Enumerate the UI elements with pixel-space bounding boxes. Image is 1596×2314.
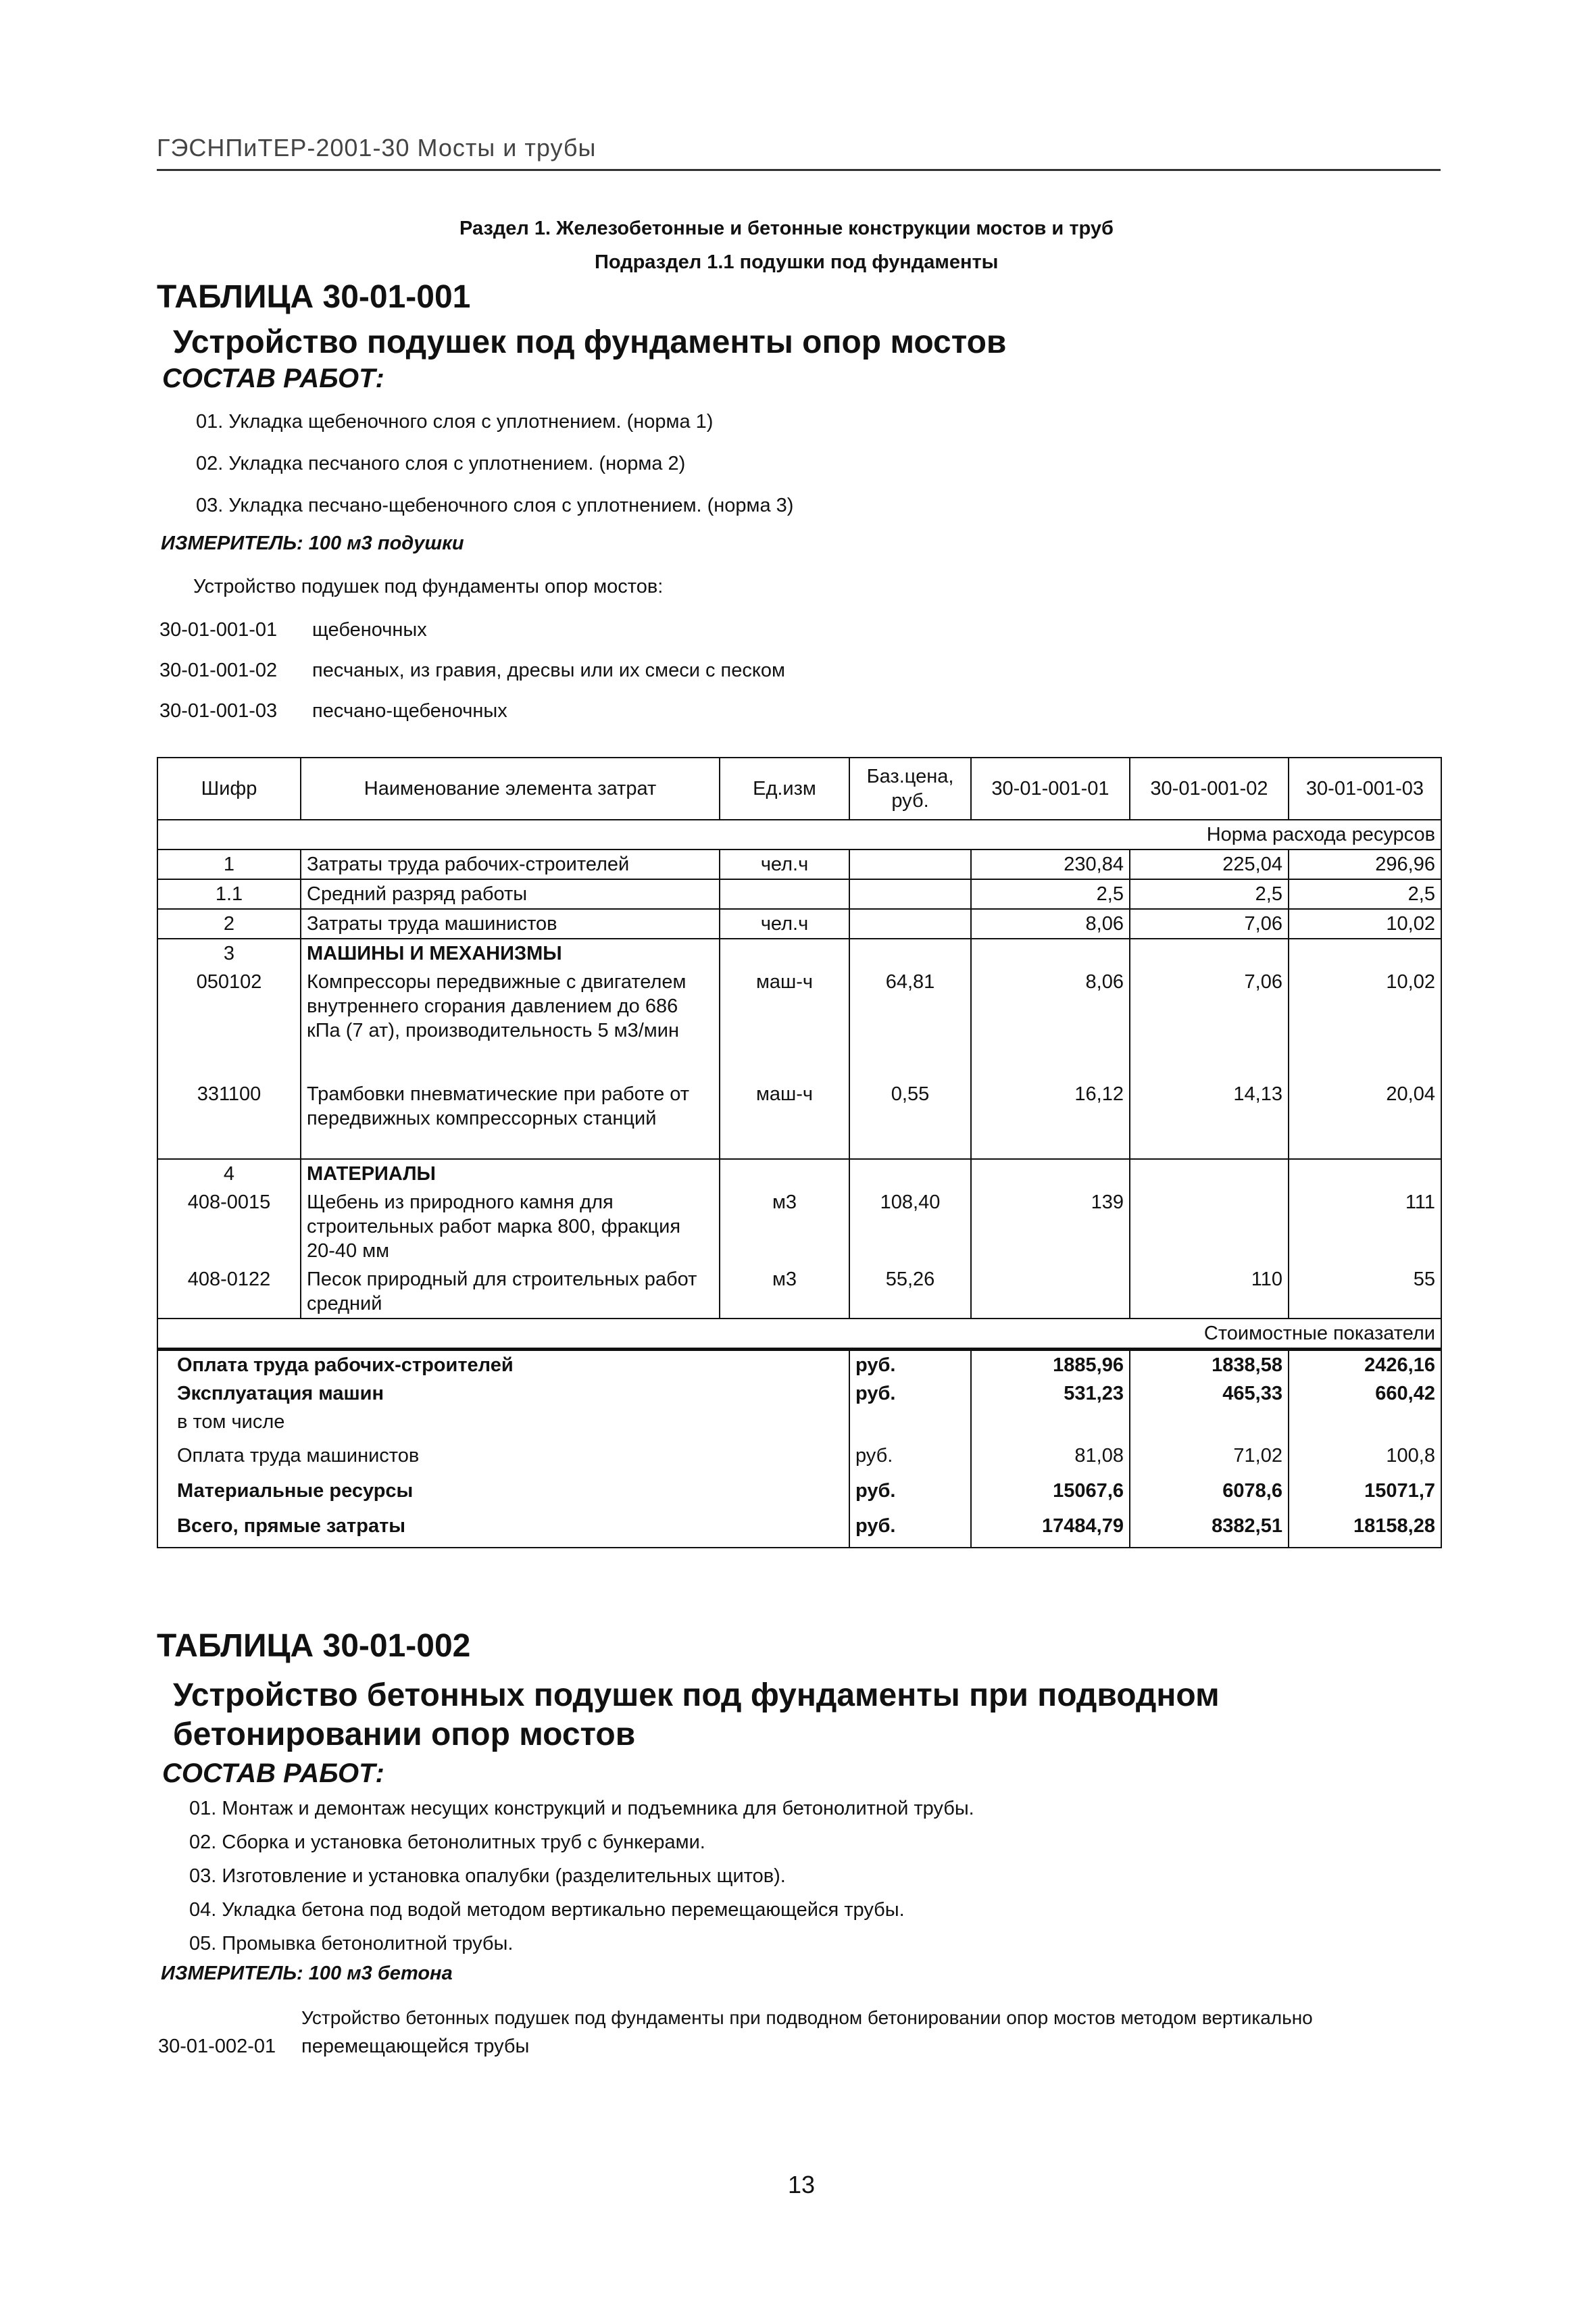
row-unit: чел.ч (720, 909, 849, 939)
row-value-1: 8,06 (971, 968, 1130, 1080)
cost-row (157, 1442, 1441, 1477)
table2-work-1: 01. Монтаж и демонтаж несущих конструкций и подъемника для бетонолитной трубы. (189, 1798, 974, 1819)
cost-row (157, 1350, 1441, 1380)
cost-name: в том числе (157, 1408, 849, 1442)
norm-code-2: 30-01-001-02 (159, 660, 278, 681)
row-price: 64,81 (849, 968, 971, 1080)
cost-value-3: 15071,7 (1289, 1477, 1441, 1512)
cost-value-3: 2426,16 (1289, 1350, 1441, 1380)
row-name: Компрессоры передвижные с двигателем внутреннего сгорания давлением до 686 кПа (7 ат), производительность 5 м3/мин (301, 968, 720, 1080)
cost-unit: руб. (849, 1477, 971, 1512)
table2-meter: ИЗМЕРИТЕЛЬ: 100 м3 бетона (161, 1963, 453, 1984)
subsection-title: Подраздел 1.1 подушки под фундаменты (595, 251, 999, 273)
row-price: 0,55 (849, 1080, 971, 1159)
row-name: Затраты труда рабочих-строителей (301, 850, 720, 879)
table1-meter: ИЗМЕРИТЕЛЬ: 100 м3 подушки (161, 533, 464, 554)
row-price (849, 879, 971, 909)
table2-number: ТАБЛИЦА 30-01-002 (157, 1628, 471, 1664)
running-header: ГЭСНПиТЕР-2001-30 Мосты и трубы (157, 134, 597, 162)
row-name: Средний разряд работы (301, 879, 720, 909)
cost-name: Оплата труда машинистов (157, 1442, 849, 1477)
norm-name-1: щебеночных (312, 619, 427, 641)
row-code: 050102 (157, 968, 301, 1080)
row-value-2: 2,5 (1130, 879, 1289, 909)
row-unit: чел.ч (720, 850, 849, 879)
cost-row (157, 1477, 1441, 1512)
cost-value-3: 100,8 (1289, 1442, 1441, 1477)
row-code: 408-0122 (157, 1265, 301, 1319)
header-price: Баз.цена, руб. (849, 758, 971, 820)
header-name: Наименование элемента затрат (301, 758, 720, 820)
norm-consumption-label: Норма расхода ресурсов (157, 820, 1441, 850)
norm-name-3: песчано-щебеночных (312, 700, 507, 722)
header-code: Шифр (157, 758, 301, 820)
row-value-3: 10,02 (1289, 909, 1441, 939)
cost-name: Эксплуатация машин (157, 1379, 849, 1408)
row-value-3: 296,96 (1289, 850, 1441, 879)
row-unit: маш-ч (720, 968, 849, 1080)
section-title: Раздел 1. Железобетонные и бетонные конструкции мостов и труб (459, 218, 1114, 239)
group-row-machines (157, 939, 1441, 968)
header-unit: Ед.изм (720, 758, 849, 820)
table2-work-3: 03. Изготовление и установка опалубки (разделительных щитов). (189, 1865, 786, 1887)
cost-row (157, 1408, 1441, 1442)
table-row (157, 879, 1441, 909)
cost-value-1: 15067,6 (971, 1477, 1130, 1512)
table-row (157, 909, 1441, 939)
row-value-1: 16,12 (971, 1080, 1130, 1159)
row-unit: м3 (720, 1188, 849, 1265)
row-name: Трамбовки пневматические при работе от передвижных компрессорных станций (301, 1080, 720, 1159)
row-value-1: 139 (971, 1188, 1130, 1265)
row-price (849, 909, 971, 939)
norm-name-2: песчаных, из гравия, дресвы или их смеси с песком (312, 660, 785, 681)
table-row (157, 1265, 1441, 1319)
cost-name: Всего, прямые затраты (157, 1512, 849, 1548)
resource-table (157, 757, 1442, 1548)
row-value-2 (1130, 1188, 1289, 1265)
cost-unit: руб. (849, 1350, 971, 1380)
row-unit: маш-ч (720, 1080, 849, 1159)
table1-desc-intro: Устройство подушек под фундаменты опор мостов: (193, 576, 664, 597)
table-row (157, 850, 1441, 879)
table-row (157, 968, 1441, 1080)
table1-title: Устройство подушек под фундаменты опор мостов (173, 324, 1007, 360)
cost-value-3: 660,42 (1289, 1379, 1441, 1408)
row-name: Щебень из природного камня для строительных работ марка 800, фракция 20-40 мм (301, 1188, 720, 1265)
row-unit (720, 879, 849, 909)
header-rule (157, 169, 1441, 171)
cost-row (157, 1512, 1441, 1548)
cost-value-1: 531,23 (971, 1379, 1130, 1408)
row-name: МАШИНЫ И МЕХАНИЗМЫ (301, 939, 720, 968)
table1-work-3: 03. Укладка песчано-щебеночного слоя с уплотнением. (норма 3) (196, 495, 794, 516)
row-code: 1 (157, 850, 301, 879)
row-value-1: 8,06 (971, 909, 1130, 939)
table1-work-1: 01. Укладка щебеночного слоя с уплотнением. (норма 1) (196, 411, 714, 433)
row-value-3: 10,02 (1289, 968, 1441, 1080)
cost-name: Оплата труда рабочих-строителей (157, 1350, 849, 1380)
row-code: 2 (157, 909, 301, 939)
table-row (157, 1188, 1441, 1265)
cost-value-1: 17484,79 (971, 1512, 1130, 1548)
cost-row (157, 1379, 1441, 1408)
table2-work-2: 02. Сборка и установка бетонолитных труб с бункерами. (189, 1831, 705, 1853)
table2-norm-code: 30-01-002-01 (158, 2036, 276, 2057)
table2-work-4: 04. Укладка бетона под водой методом вертикально перемещающейся трубы. (189, 1899, 905, 1921)
table2-work-5: 05. Промывка бетонолитной трубы. (189, 1933, 514, 1954)
table1-work-2: 02. Укладка песчаного слоя с уплотнением. (норма 2) (196, 453, 686, 474)
header-norm-3: 30-01-001-03 (1289, 758, 1441, 820)
norm-code-3: 30-01-001-03 (159, 700, 278, 722)
row-value-2: 225,04 (1130, 850, 1289, 879)
row-value-3: 55 (1289, 1265, 1441, 1319)
row-price (849, 850, 971, 879)
row-value-3: 111 (1289, 1188, 1441, 1265)
norm-code-1: 30-01-001-01 (159, 619, 278, 641)
row-name: МАТЕРИАЛЫ (301, 1159, 720, 1188)
cost-unit: руб. (849, 1512, 971, 1548)
cost-value-2: 465,33 (1130, 1379, 1289, 1408)
row-unit: м3 (720, 1265, 849, 1319)
cost-unit: руб. (849, 1442, 971, 1477)
row-code: 331100 (157, 1080, 301, 1159)
row-name: Песок природный для строительных работ средний (301, 1265, 720, 1319)
row-value-1: 230,84 (971, 850, 1130, 879)
table2-title-line1: Устройство бетонных подушек под фундаменты при подводном (173, 1677, 1220, 1713)
cost-value-2: 71,02 (1130, 1442, 1289, 1477)
table1-number: ТАБЛИЦА 30-01-001 (157, 279, 471, 315)
cost-value-1: 1885,96 (971, 1350, 1130, 1380)
table2-norm-desc-line2: перемещающейся трубы (301, 2036, 530, 2057)
table2-norm-desc-line1: Устройство бетонных подушек под фундаменты при подводном бетонировании опор мостов методом вертикально (301, 2007, 1313, 2028)
row-price: 108,40 (849, 1188, 971, 1265)
cost-indicators-label: Стоимостные показатели (157, 1319, 1441, 1350)
cost-unit: руб. (849, 1379, 971, 1408)
table2-composition-label: СОСТАВ РАБОТ: (162, 1758, 384, 1788)
row-value-2: 7,06 (1130, 968, 1289, 1080)
header-norm-1: 30-01-001-01 (971, 758, 1130, 820)
table-header-row (157, 758, 1441, 820)
page-number: 13 (788, 2171, 816, 2198)
cost-value-2: 6078,6 (1130, 1477, 1289, 1512)
cost-value-1: 81,08 (971, 1442, 1130, 1477)
row-price: 55,26 (849, 1265, 971, 1319)
cost-value-2: 1838,58 (1130, 1350, 1289, 1380)
row-code: 3 (157, 939, 301, 968)
row-code: 1.1 (157, 879, 301, 909)
row-name: Затраты труда машинистов (301, 909, 720, 939)
cost-name: Материальные ресурсы (157, 1477, 849, 1512)
table1-composition-label: СОСТАВ РАБОТ: (162, 364, 384, 393)
group-row-materials (157, 1159, 1441, 1188)
header-norm-2: 30-01-001-02 (1130, 758, 1289, 820)
row-value-3: 20,04 (1289, 1080, 1441, 1159)
row-code: 4 (157, 1159, 301, 1188)
cost-value-3: 18158,28 (1289, 1512, 1441, 1548)
table-row (157, 1080, 1441, 1159)
row-value-2: 110 (1130, 1265, 1289, 1319)
row-code: 408-0015 (157, 1188, 301, 1265)
row-value-2: 7,06 (1130, 909, 1289, 939)
row-value-1 (971, 1265, 1130, 1319)
table2-title-line2: бетонировании опор мостов (173, 1717, 636, 1752)
row-value-1: 2,5 (971, 879, 1130, 909)
row-value-3: 2,5 (1289, 879, 1441, 909)
cost-value-2: 8382,51 (1130, 1512, 1289, 1548)
row-value-2: 14,13 (1130, 1080, 1289, 1159)
